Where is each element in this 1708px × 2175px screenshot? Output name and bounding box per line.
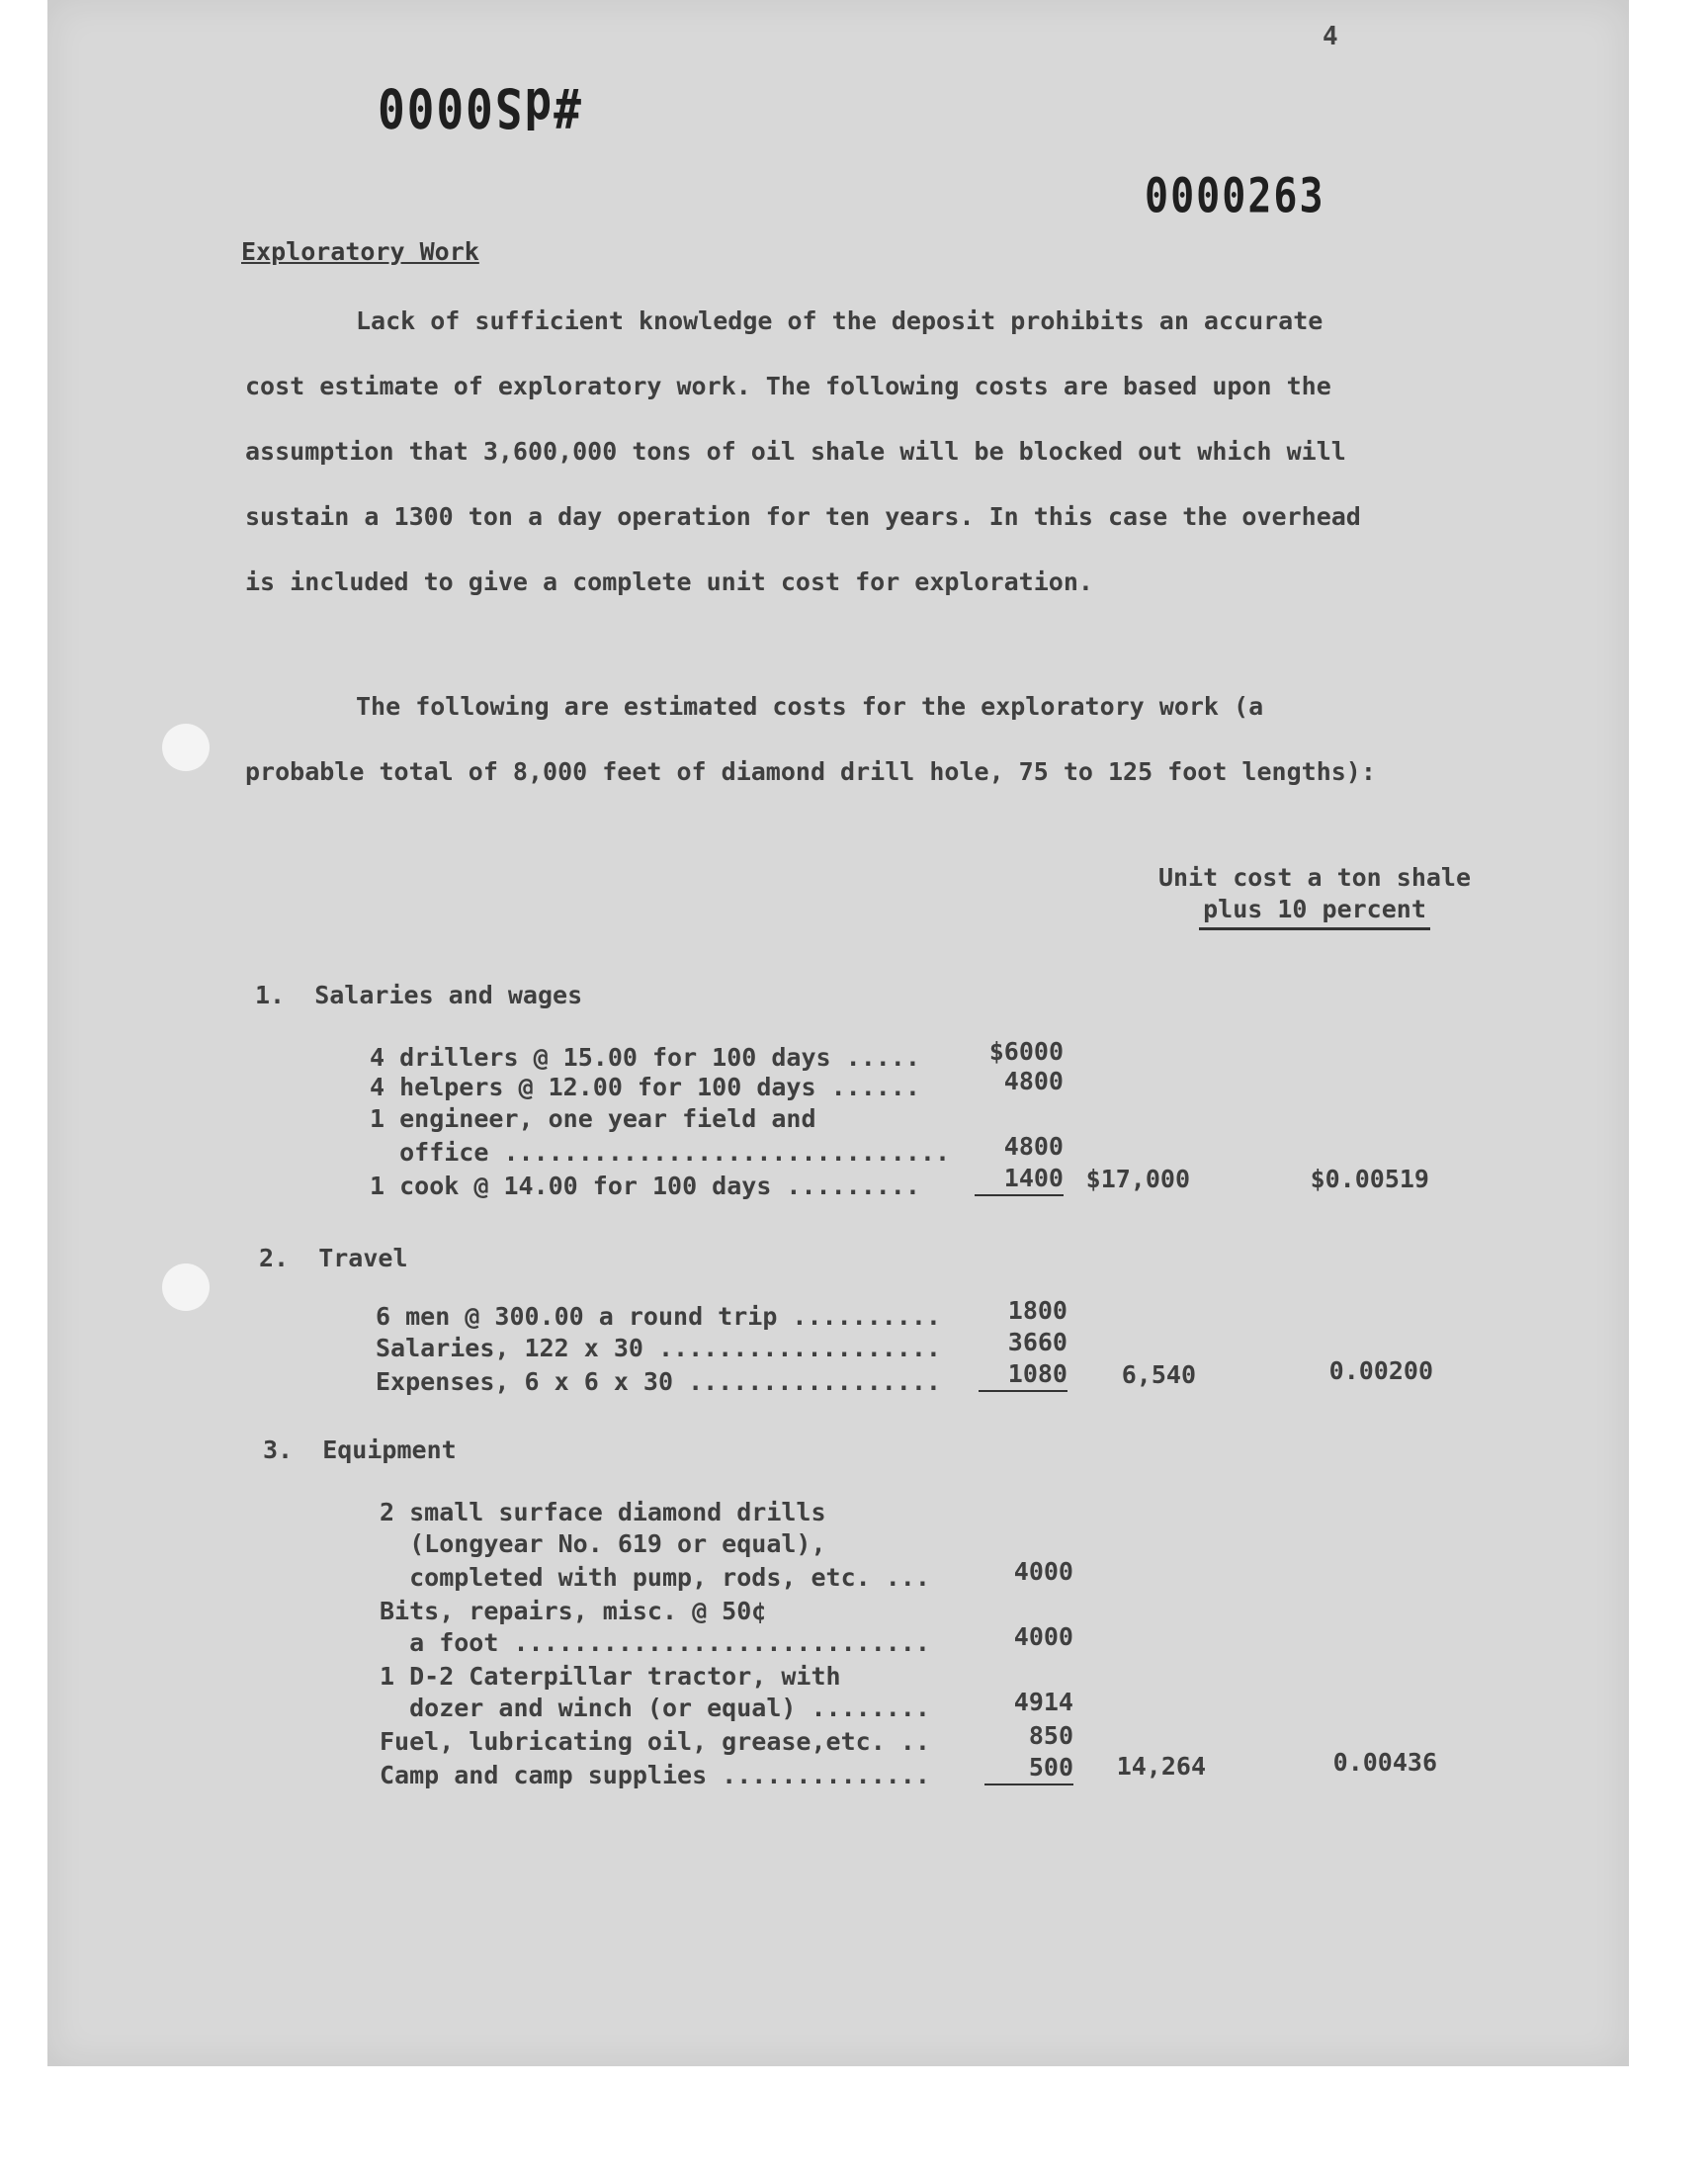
cost-item-text: 2 small surface diamond drills: [380, 1498, 826, 1526]
cost-item-amount: 4800: [1003, 1132, 1064, 1161]
punch-hole: [162, 1263, 210, 1311]
cost-item-text: 4 helpers @ 12.00 for 100 days ......: [370, 1073, 920, 1101]
section-title: 1. Salaries and wages: [255, 981, 583, 1009]
cost-item-text: (Longyear No. 619 or equal),: [380, 1529, 826, 1558]
estimate-paragraph: The following are estimated costs for the exploratory work (a probable total of 8,000 feet of diamond drill hole, 75 to 125 foot lengths):: [245, 692, 1376, 786]
cost-item-amount: 4914: [1013, 1688, 1073, 1716]
cost-item-amount: 4000: [1013, 1557, 1073, 1586]
punch-hole: [162, 724, 210, 771]
cost-item-amount: 1800: [1007, 1296, 1068, 1325]
section-total: 14,264: [1116, 1752, 1206, 1781]
cost-item-amount: $6000: [988, 1037, 1064, 1066]
section-unit-cost: 0.00200: [1328, 1356, 1433, 1385]
stamp-number-top: #dS0000: [376, 75, 581, 140]
cost-item-amount: 1400: [975, 1163, 1064, 1196]
unit-cost-header: [1137, 862, 1493, 930]
cost-item-text: 4 drillers @ 15.00 for 100 days .....: [370, 1043, 920, 1072]
cost-item-text: Fuel, lubricating oil, grease,etc. ..: [380, 1727, 930, 1756]
unit-cost-header-line2: plus 10 percent: [1199, 894, 1430, 930]
section-unit-cost: 0.00436: [1332, 1748, 1437, 1777]
cost-item-text: 1 D-2 Caterpillar tractor, with: [380, 1662, 841, 1691]
cost-item-text: Salaries, 122 x 30 ...................: [376, 1334, 941, 1362]
cost-item-text: 1 cook @ 14.00 for 100 days .........: [370, 1172, 920, 1200]
cost-item-text: Bits, repairs, misc. @ 50¢: [380, 1597, 767, 1625]
cost-item-text: 6 men @ 300.00 a round trip ..........: [376, 1302, 941, 1331]
cost-item-text: dozer and winch (or equal) ........: [380, 1694, 930, 1722]
section-total: $17,000: [1085, 1165, 1190, 1193]
cost-item-amount: 4000: [1013, 1622, 1073, 1651]
section-total: 6,540: [1121, 1360, 1196, 1389]
cost-item-amount: 1080: [979, 1358, 1068, 1392]
cost-item-amount: 850: [1028, 1721, 1073, 1750]
section-unit-cost: $0.00519: [1310, 1165, 1429, 1193]
cost-item-amount: 500: [984, 1752, 1073, 1785]
cost-item-text: office ..............................: [370, 1138, 950, 1167]
section-title: 2. Travel: [259, 1244, 408, 1272]
cost-item-text: Expenses, 6 x 6 x 30 .................: [376, 1367, 941, 1396]
cost-item-text: Camp and camp supplies ..............: [380, 1761, 930, 1789]
page-number: 4: [1323, 22, 1338, 51]
cost-item-amount: 3660: [1007, 1328, 1068, 1356]
intro-paragraph: Lack of sufficient knowledge of the deposit prohibits an accurate cost estimate of exploratory work. The following costs are based upon the assumption that 3,600,000 tons of oil shale will be blocked out which will sustain a 1300 ton a day operation for ten years. In this case the overhead is included to give a complete unit cost for exploration.: [245, 306, 1361, 596]
cost-item-text: 1 engineer, one year field and: [370, 1104, 816, 1133]
cost-item-text: completed with pump, rods, etc. ...: [380, 1563, 930, 1592]
section-heading: Exploratory Work: [241, 237, 479, 266]
cost-item-amount: 4800: [1003, 1067, 1064, 1095]
stamp-doc-number: 0000263: [1145, 169, 1325, 224]
section-title: 3. Equipment: [263, 1436, 457, 1464]
unit-cost-header-line1: Unit cost a ton shale: [1157, 863, 1472, 892]
cost-item-text: a foot ............................: [380, 1628, 930, 1657]
